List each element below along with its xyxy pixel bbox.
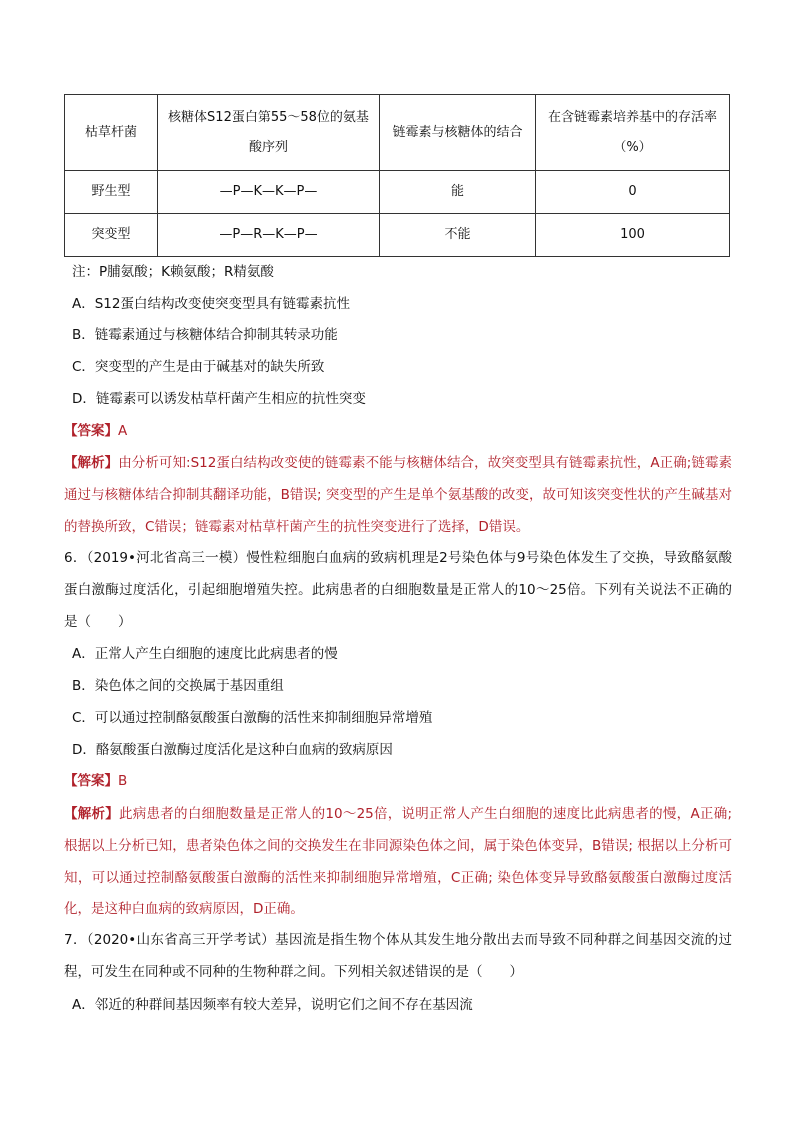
- q6-answer: [64, 771, 724, 791]
- mutation-data-table: [64, 94, 730, 257]
- analysis-text: 此病患者的白细胞数量是正常人的10～25倍，说明正常人产生白细胞的速度比此病患者的慢，A正确; 根据以上分析已知，患者染色体之间的交换发生在非同源染色体之间，属于染色体变异，B错误; 根据以上分析可知，可以通过控制酪氨酸蛋白激酶的活性来抑制细胞异常增殖，C正确; 染色体变异导致酪氨酸蛋白激酶过度活化，是这种白血病的致病原因，D正确。: [64, 806, 732, 918]
- answer-label: 【答案】: [64, 773, 118, 789]
- table-header-cell: 枯草杆菌: [65, 95, 158, 171]
- table-row: [65, 171, 730, 214]
- q6-stem: 6．（2019•河北省高三一模）慢性粒细胞白血病的致病机理是2号染色体与9号染色体发生了交换，导致酪氨酸蛋白激酶过度活化，引起细胞增殖失控。此病患者的白细胞数量是正常人的10～25倍。下列有关说法不正确的是（ ）: [64, 550, 732, 630]
- answer-value: B: [118, 773, 128, 789]
- table-header-cell: 链霉素与核糖体的结合: [380, 95, 536, 171]
- q5-option-c: C．突变型的产生是由于碱基对的缺失所致: [72, 359, 325, 375]
- q6-analysis: [64, 799, 732, 926]
- table-cell: 100: [536, 214, 730, 257]
- table-cell: 野生型: [65, 171, 158, 214]
- analysis-label: 【解析】: [64, 806, 120, 822]
- q5-option-d: D．链霉素可以诱发枯草杆菌产生相应的抗性突变: [72, 391, 366, 407]
- table-row: [65, 214, 730, 257]
- answer-label: 【答案】: [64, 423, 118, 439]
- analysis-text: 由分析可知:S12蛋白结构改变使的链霉素不能与核糖体结合，故突变型具有链霉素抗性，A正确;链霉素通过与核糖体结合抑制其翻译功能，B错误; 突变型的产生是单个氨基酸的改变，故可知该突变性状的产生碱基对的替换所致，C错误；链霉素对枯草杆菌产生的抗性突变进行了选择，D错误。: [64, 455, 733, 535]
- q6-option-d: D．酪氨酸蛋白激酶过度活化是这种白血病的致病原因: [72, 742, 393, 758]
- analysis-label: 【解析】: [64, 455, 119, 471]
- table-header-row: [65, 95, 730, 171]
- table-cell: 能: [380, 171, 536, 214]
- table-cell: 突变型: [65, 214, 158, 257]
- table-header-cell: 在含链霉素培养基中的存活率（%）: [536, 95, 730, 171]
- q7-stem: 7．（2020•山东省高三开学考试）基因流是指生物个体从其发生地分散出去而导致不同种群之间基因交流的过程，可发生在同种或不同种的生物种群之间。下列相关叙述错误的是（ ）: [64, 932, 732, 980]
- q7-option-a: A．邻近的种群间基因频率有较大差异，说明它们之间不存在基因流: [72, 997, 473, 1013]
- table-cell: —P—R—K—P—: [158, 214, 380, 257]
- q5-answer: [64, 421, 724, 441]
- table-cell: —P—K—K—P—: [158, 171, 380, 214]
- answer-value: A: [118, 423, 128, 439]
- table-header-cell: 核糖体S12蛋白第55～58位的氨基酸序列: [158, 95, 380, 171]
- q6-option-a: A．正常人产生白细胞的速度比此病患者的慢: [72, 646, 338, 662]
- q6-option-b: B．染色体之间的交换属于基因重组: [72, 678, 284, 694]
- table-cell: 不能: [380, 214, 536, 257]
- table-note: 注：P脯氨酸；K赖氨酸；R精氨酸: [72, 264, 274, 280]
- q5-option-a: A．S12蛋白结构改变使突变型具有链霉素抗性: [72, 296, 350, 312]
- q5-option-b: B．链霉素通过与核糖体结合抑制其转录功能: [72, 327, 338, 343]
- q5-analysis: [64, 448, 732, 543]
- q6-option-c: C．可以通过控制酪氨酸蛋白激酶的活性来抑制细胞异常增殖: [72, 710, 433, 726]
- table-cell: 0: [536, 171, 730, 214]
